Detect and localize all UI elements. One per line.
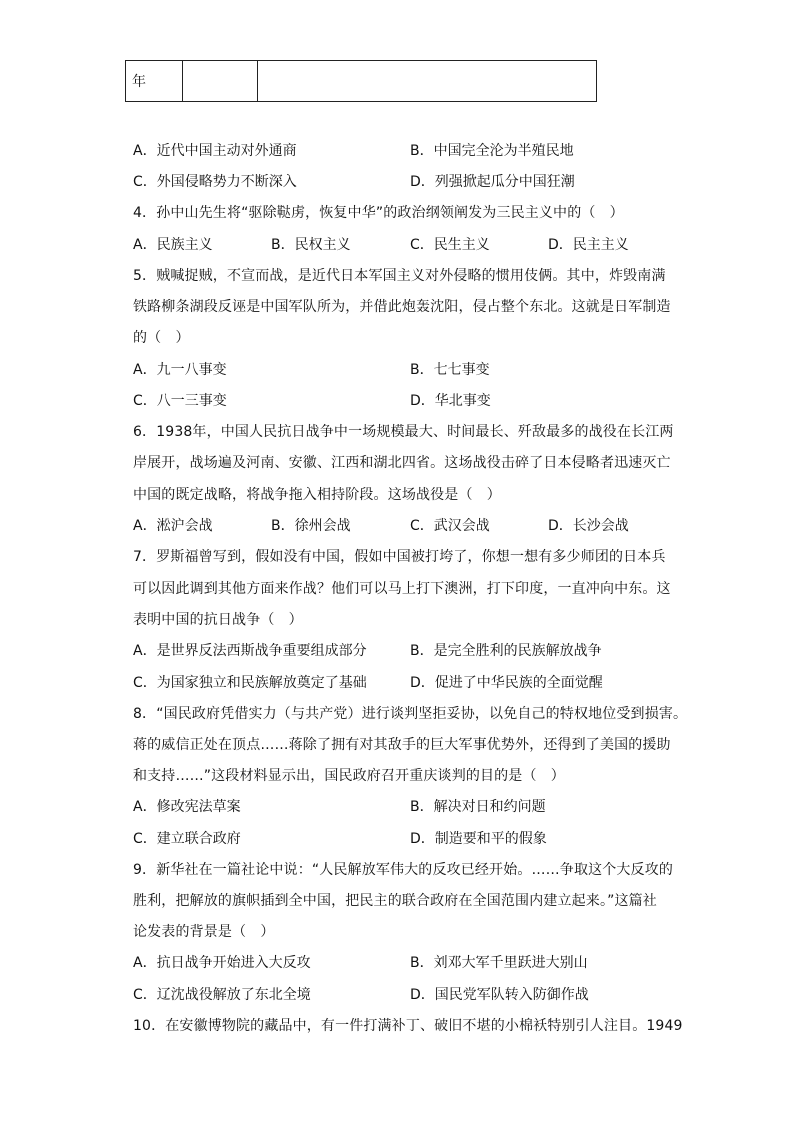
option-d: D．制造要和平的假象: [410, 831, 547, 847]
table-row: [126, 61, 597, 102]
table-cell: 年: [126, 61, 183, 102]
option-b: B．民权主义: [271, 237, 351, 253]
option-d: D．国民党军队转入防御作战: [410, 987, 589, 1003]
question-stem: 的（ ）: [133, 330, 190, 346]
option-c: C．建立联合政府: [133, 831, 241, 847]
question-stem: 6．1938年，中国人民抗日战争中一场规模最大、时间最长、歼敌最多的战役在长江两: [133, 424, 674, 440]
option-c: C．为国家独立和民族解放奠定了基础: [133, 675, 367, 691]
option-d: D．长沙会战: [548, 518, 629, 534]
question-stem: 4．孙中山先生将“驱除鞑虏，恢复中华”的政治纲领阐发为三民主义中的（ ）: [133, 205, 624, 221]
question-stem: 表明中国的抗日战争（ ）: [133, 612, 303, 628]
option-a: A．近代中国主动对外通商: [133, 143, 297, 159]
option-c: C．外国侵略势力不断深入: [133, 174, 297, 190]
question-stem: 蒋的威信正处在顶点……蒋除了拥有对其敌手的巨大军事优势外，还得到了美国的援助: [133, 737, 671, 753]
option-d: D．促进了中华民族的全面觉醒: [410, 675, 603, 691]
question-stem: 论发表的背景是（ ）: [133, 924, 275, 940]
option-a: A．是世界反法西斯战争重要组成部分: [133, 643, 367, 659]
question-stem: 铁路柳条湖段反诬是中国军队所为，并借此炮轰沈阳，侵占整个东北。这就是日军制造: [133, 299, 671, 315]
question-stem: 中国的既定战略，将战争拖入相持阶段。这场战役是（ ）: [133, 487, 501, 503]
question-stem: 10．在安徽博物院的藏品中，有一件打满补丁、破旧不堪的小棉袄特别引人注目。1949: [133, 1018, 683, 1034]
option-d: D．华北事变: [410, 393, 491, 409]
option-a: A．抗日战争开始进入大反攻: [133, 955, 311, 971]
question-stem: 9．新华社在一篇社论中说：“人民解放军伟大的反攻已经开始。……争取这个大反攻的: [133, 862, 674, 878]
option-c: C．辽沈战役解放了东北全境: [133, 987, 311, 1003]
option-a: A．修改宪法草案: [133, 799, 241, 815]
option-b: B．解决对日和约问题: [410, 799, 546, 815]
option-d: D．列强掀起瓜分中国狂潮: [410, 174, 575, 190]
option-a: A．民族主义: [133, 237, 213, 253]
option-b: B．是完全胜利的民族解放战争: [410, 643, 602, 659]
option-b: B．刘邓大军千里跃进大别山: [410, 955, 588, 971]
option-a: A．淞沪会战: [133, 518, 213, 534]
option-c: C．武汉会战: [410, 518, 490, 534]
table-fragment: [125, 60, 597, 102]
question-stem: 和支持……”这段材料显示出，国民政府召开重庆谈判的目的是（ ）: [133, 768, 565, 784]
question-stem: 8．“国民政府凭借实力（与共产党）进行谈判坚拒妥协，以免自己的特权地位受到损害。: [133, 706, 688, 722]
question-stem: 7．罗斯福曾写到，假如没有中国，假如中国被打垮了，你想一想有多少师团的日本兵: [133, 549, 666, 565]
option-b: B．徐州会战: [271, 518, 351, 534]
question-stem: 岸展开，战场遍及河南、安徽、江西和湖北四省。这场战役击碎了日本侵略者迅速灭亡: [133, 455, 671, 471]
option-b: B．七七事变: [410, 362, 490, 378]
option-d: D．民主主义: [548, 237, 629, 253]
option-b: B．中国完全沦为半殖民地: [410, 143, 574, 159]
table-cell: [183, 61, 258, 102]
question-stem: 5．贼喊捉贼，不宣而战，是近代日本军国主义对外侵略的惯用伎俩。其中，炸毁南满: [133, 268, 666, 284]
question-stem: 胜利，把解放的旗帜插到全中国，把民主的联合政府在全国范围内建立起来。”这篇社: [133, 893, 657, 909]
question-stem: 可以因此调到其他方面来作战？他们可以马上打下澳洲，打下印度，一直冲向中东。这: [133, 581, 671, 597]
table-cell: [258, 61, 597, 102]
option-c: C．八一三事变: [133, 393, 227, 409]
option-a: A．九一八事变: [133, 362, 227, 378]
option-c: C．民生主义: [410, 237, 490, 253]
